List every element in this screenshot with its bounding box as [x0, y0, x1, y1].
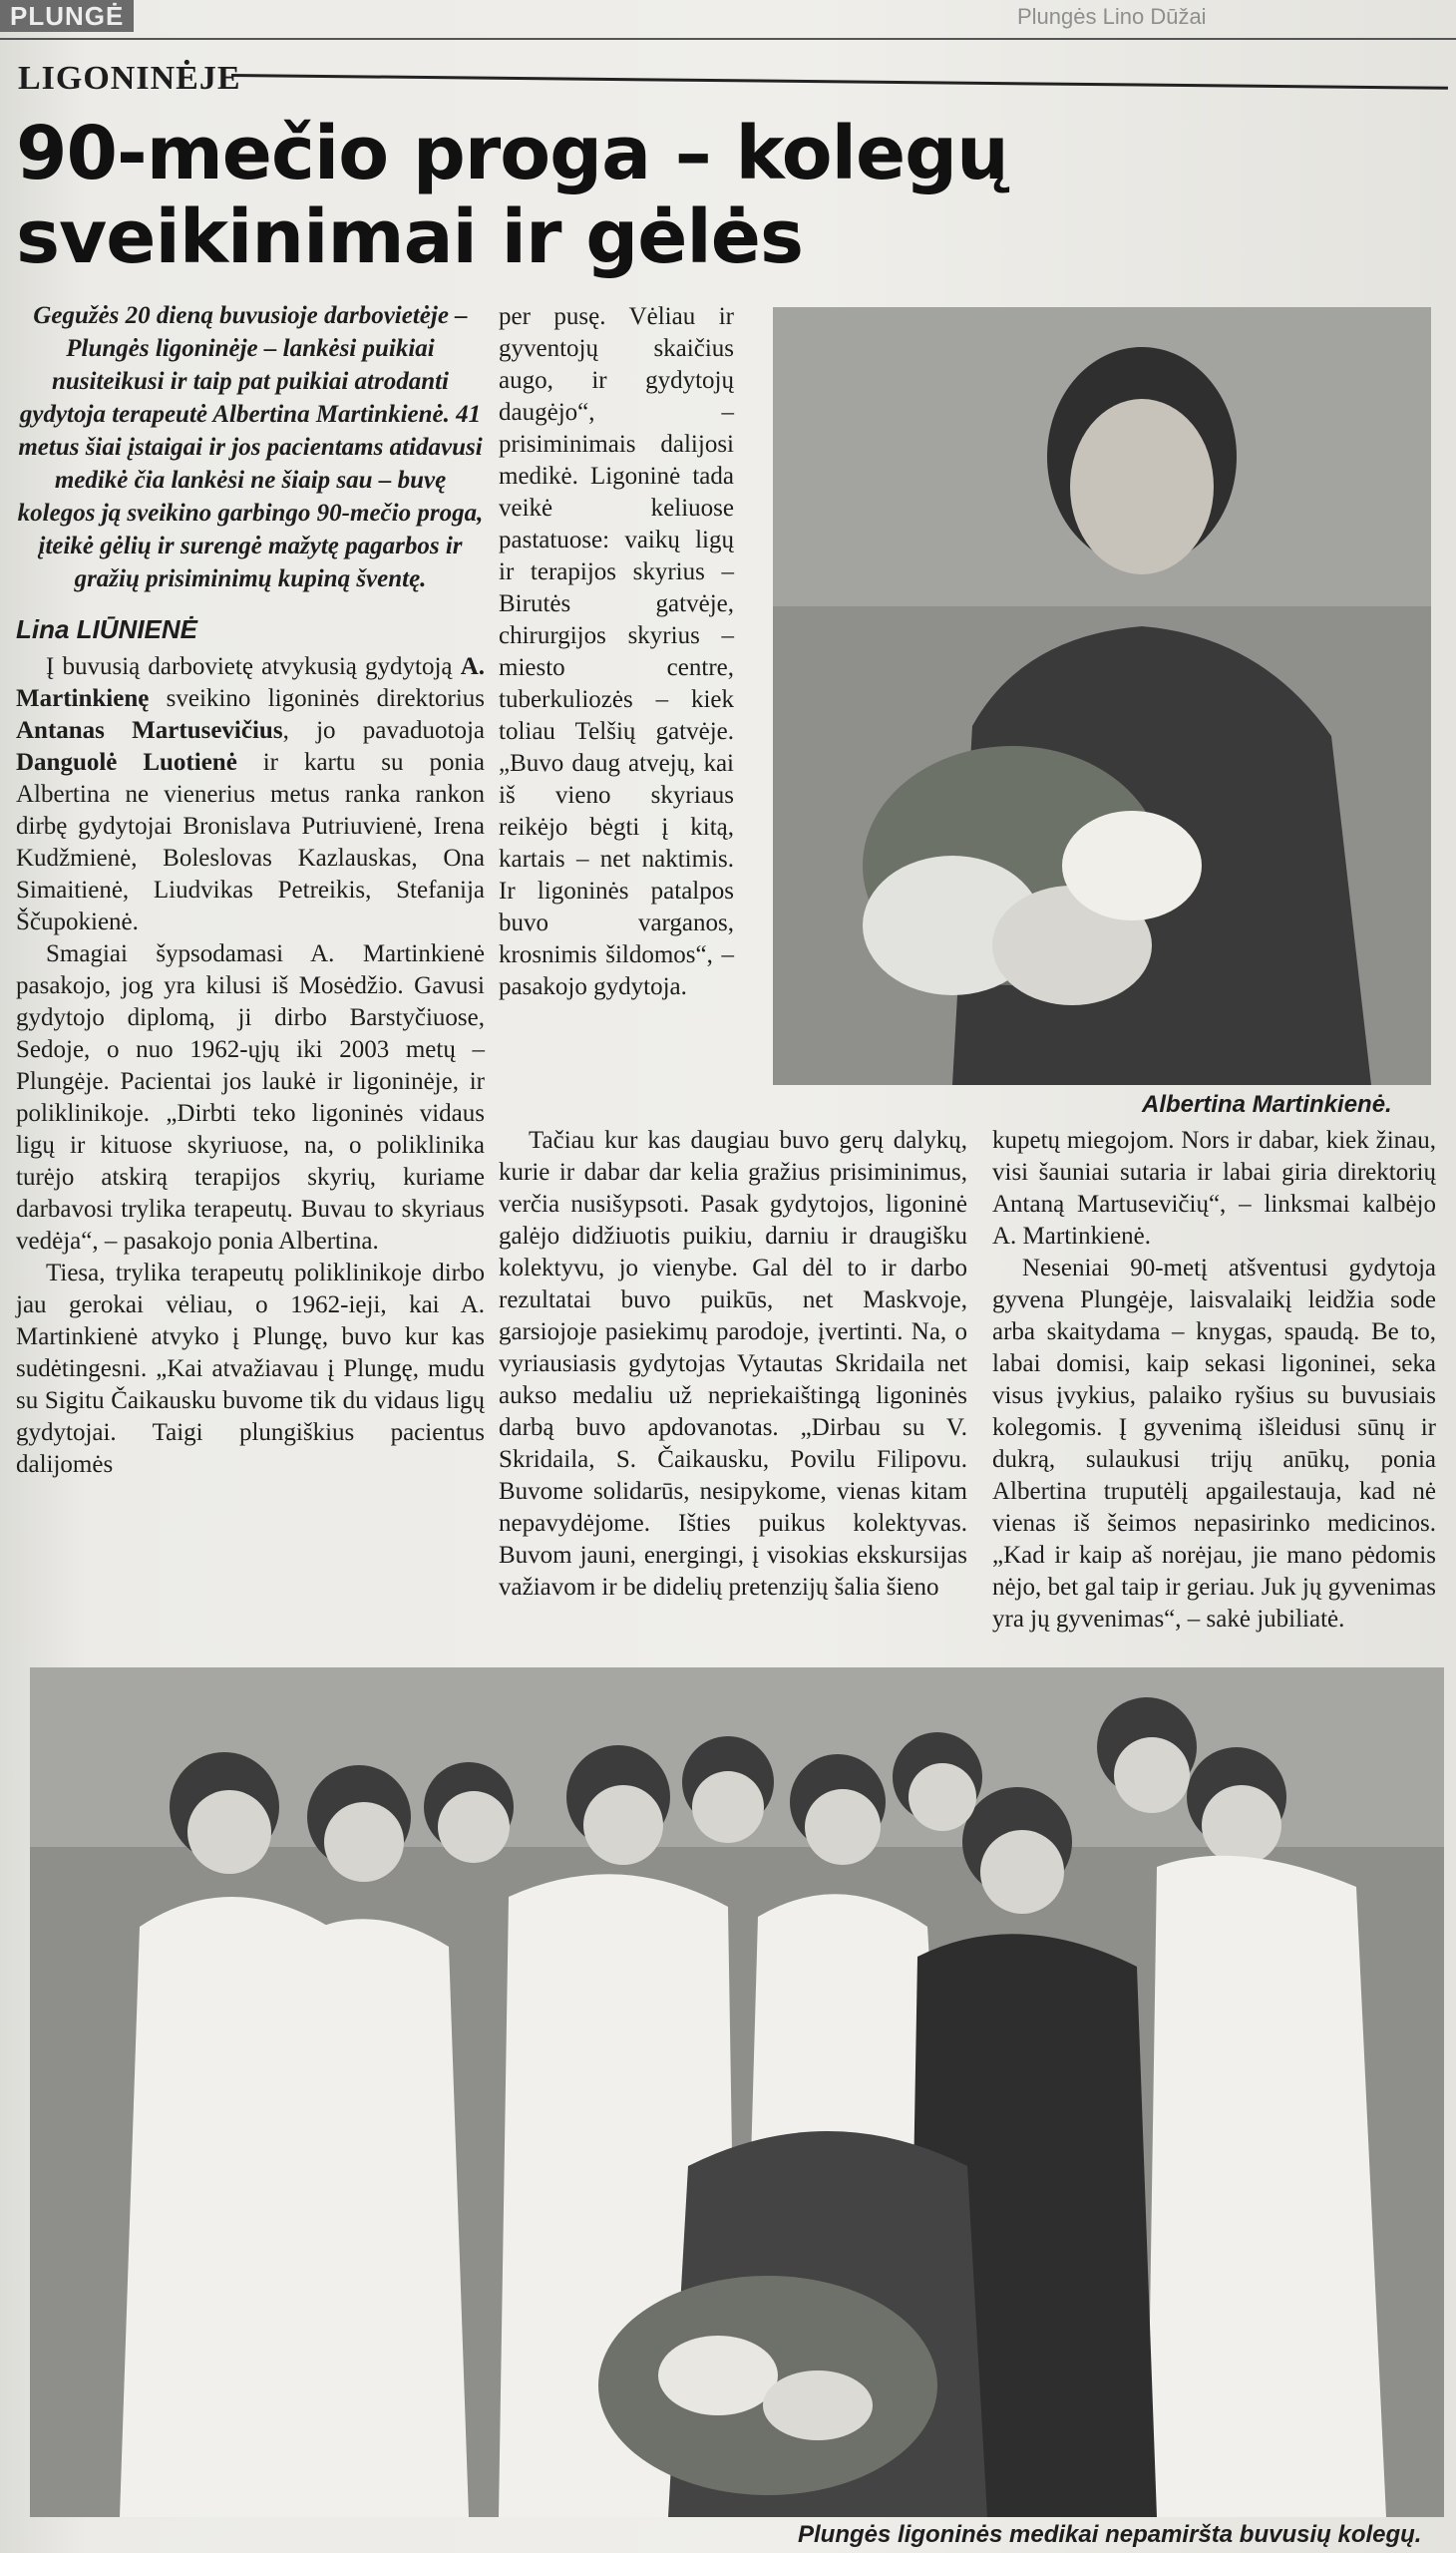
paragraph-3: Tiesa, trylika terapeutų poliklinikoje dirbo jau gerokai vėliau, o 1962-ieji, kai A. Martinkienė atvyko į Plungę, buvo kur kas sudėtingesni. „Kai atvažiavau į Plungę, mudu su Sigitu Čaikausku buvome tik du vidaus ligų gydytojai. Taigi plungiškius pacientus dalijomės: [16, 1260, 485, 1478]
section-label: LIGONINĖJE: [18, 60, 241, 97]
paragraph-2: Smagiai šypsodamasi A. Martinkienė pasakojo, jog yra kilusi iš Mosėdžio. Gavusi gydytojo diplomą, ji dirbo Barstyčiuose, Sedoje, o nuo 1962-ųjų iki 2003 metų – Plungėje. Pacientai jos laukė ir ligoninėje, ir poliklinikoje. „Dirbti teko ligoninės vidaus ligų ir kituose skyriuose, na, o poliklinika turėjo atskirą terapijos skyrių, kuriame darbavosi trylika terapeutų. Buvau to skyriaus vedėja“, – pasakojo ponia Albertina.: [16, 940, 485, 1255]
paragraph-1: Į buvusią darbovietę atvykusią gydytoją A. Martinkienę sveikino ligoninės direktorius Antanas Martusevičius, jo pavaduotoja Danguolė Luotienė ir kartu su ponia Albertina ne vienerius metus ranka rankon dirbę gydytojai Bronislava Putriuvienė, Irena Kudžmienė, Boleslovas Kazlauskas, Ona Simaitienė, Liudvikas Petreikis, Stefanija Ščupokienė.: [16, 653, 485, 935]
article-lead: Gegužės 20 dieną buvusioje darbovietėje – Plungės ligoninėje – lankėsi puikiai nusiteikusi ir taip pat puikiai atrodanti gydytoja terapeutė Albertina Martinkienė. 41 metus šiai įstaigai ir jos pacientams atidavusi medikė čia lankėsi ne šiaip sau – buvę kolegos ją sveikino garbingo 90-mečio proga, įteikė gėlių ir surengė mažytę pagarbos ir gražių prisiminimų kupiną šventę.: [17, 302, 484, 592]
paragraph-4: per pusę. Vėliau ir gyventojų skaičius augo, ir gydytojų daugėjo“, – prisiminimais dalijosi medikė. Ligoninė tada veikė keliuose pastatuose: vaikų ligų ir terapijos skyrius – Birutės gatvėje, chirurgijos skyrius – miesto centre, tuberkuliozės – kiek toliau Telšių gatvėje. „Buvo daug atvejų, kai iš vieno skyriaus reikėjo bėgti į kitą, kartais – net naktimis. Ir ligoninės patalpos buvo varganos, krosnimis šildomos“, – pasakojo gydytoja.: [499, 303, 734, 1000]
group-illustration: [30, 1667, 1444, 2517]
portrait-caption: Albertina Martinkienė.: [1142, 1091, 1392, 1118]
paragraph-5: Tačiau kur kas daugiau buvo gerų dalykų, kurie ir dabar dar kelia gražius prisiminimus, verčia nusišypsoti. Pasak gydytojos, ligoninė galėjo didžiuotis puikiu, darniu ir draugišku kolektyvu, jo vienybe. Gal dėl to ir darbo rezultatai buvo puikūs, net Maskvoje, garsiojoje pasiekimų parodoje, įvertinti. Na, o vyriausiasis gydytojas Vytautas Skridaila net aukso medaliu už nepriekaištingą ligoninės darbą buvo apdovanotas. „Dirbau su V. Skridaila, S. Čaikausku, Povilu Filipovu. Buvome solidarūs, nesipykome, vienas kitam nepavydėjome. Išties puikus kolektyvas. Buvom jauni, energingi, į visokias ekskursijas važiavom ir be didelių pretenzijų šalia šieno: [499, 1127, 967, 1601]
person-name: A. Martinkienę: [16, 653, 485, 712]
portrait-illustration: [773, 307, 1431, 1085]
column-2-wide: [499, 1125, 967, 1604]
top-divider: [0, 38, 1456, 40]
author-byline: Lina LIŪNIENĖ: [16, 614, 198, 644]
section-rule: [231, 74, 1448, 90]
article-headline: [16, 112, 1213, 279]
headline-line-1: 90-mečio proga – kolegų: [16, 111, 1008, 196]
person-name: Antanas Martusevičius: [16, 717, 283, 744]
column-2-narrow: [499, 301, 734, 1003]
column-3: [992, 1125, 1436, 1636]
portrait-photo: [773, 307, 1431, 1085]
paragraph-7: Neseniai 90-metį atšventusi gydytoja gyvena Plungėje, laisvalaikį leidžia sode arba skaitydama – knygas, spaudą. Be to, labai domisi, kaip sekasi ligoninei, seka visus įvykius, palaiko ryšius su buvusiais kolegomis. Į gyvenimą išleidusi sūnų ir dukrą, sulaukusi trijų anūkų, ponia Albertina truputėlį apgailestauja, kad nė vienas iš šeimos nepasirinko medicinos. „Kad ir kaip aš norėjau, jie mano pėdomis nėjo, bet gal taip ir geriau. Juk jų gyvenimas yra jų gyvenimas“, – sakė jubiliatė.: [992, 1255, 1436, 1633]
headline-line-2: sveikinimai ir gėlės: [16, 194, 804, 280]
group-photo: [30, 1667, 1444, 2517]
column-1: [16, 299, 485, 1481]
masthead: [0, 0, 1456, 42]
person-name: Danguolė Luotienė: [16, 749, 237, 776]
newspaper-logo: PLUNGĖ: [0, 0, 134, 32]
group-caption: Plungės ligoninės medikai nepamiršta buvusių kolegų.: [798, 2521, 1422, 2548]
paragraph-6: kupetų miegojom. Nors ir dabar, kiek žinau, visi šauniai sutaria ir labai giria direktorių Antaną Martusevičių“, – linksmai kalbėjo A. Martinkienė.: [992, 1127, 1436, 1250]
masthead-rubric: Plungės Lino Dūžai: [1017, 4, 1207, 29]
